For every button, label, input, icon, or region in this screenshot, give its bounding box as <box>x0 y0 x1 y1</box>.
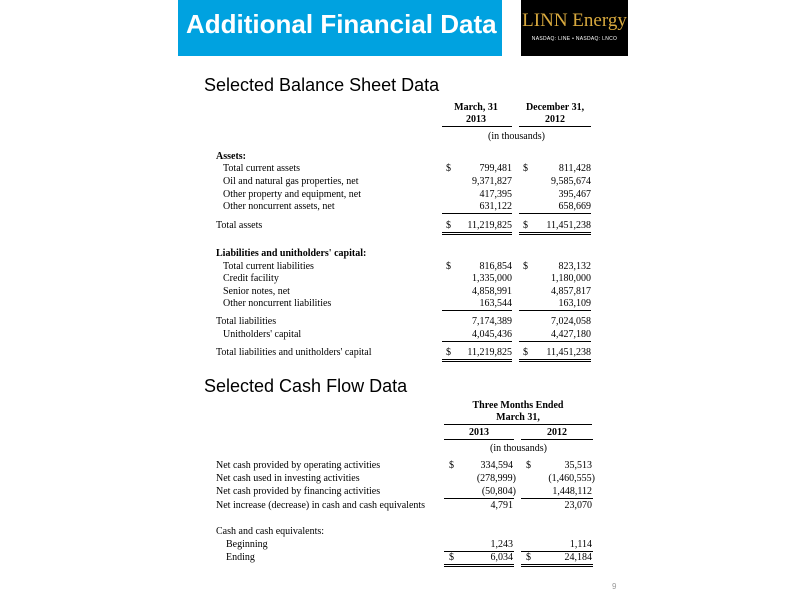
dollar-sign: $ <box>526 552 531 563</box>
row-label: Oil and natural gas properties, net <box>223 176 359 187</box>
value-2013: 1,243 <box>490 539 513 550</box>
balance-sheet-title: Selected Balance Sheet Data <box>204 75 440 95</box>
dollar-sign: $ <box>523 347 528 358</box>
total-double-rule <box>444 564 514 567</box>
value-2012: 23,070 <box>564 500 592 511</box>
value-2012: 7,024,058 <box>551 316 591 327</box>
row-label: Net increase (decrease) in cash and cash equivalents <box>216 500 426 511</box>
bs-col1-header-rule <box>442 126 512 127</box>
dollar-sign: $ <box>523 163 528 174</box>
page-title: Additional Financial Data <box>186 9 497 39</box>
value-2013: (50,804) <box>481 486 516 497</box>
row-label: Other property and equipment, net <box>223 189 362 200</box>
row-label: Total liabilities and unitholders' capital <box>216 347 372 358</box>
dollar-sign: $ <box>523 220 528 231</box>
bs-col2-header-line2: 2012 <box>545 114 565 125</box>
assets-heading: Assets: <box>216 151 246 162</box>
title-banner <box>178 0 502 56</box>
value-2013: 334,594 <box>480 460 513 471</box>
value-2013: 1,335,000 <box>472 273 512 284</box>
dollar-sign: $ <box>446 163 451 174</box>
logo-ticker: NASDAQ: LINE • NASDAQ: LNCO <box>531 36 618 42</box>
value-2013: 4,791 <box>490 500 513 511</box>
row-label: Unitholders' capital <box>223 329 302 340</box>
bs-col1-header-line2: 2013 <box>466 114 486 125</box>
value-2012: 24,184 <box>564 552 592 563</box>
row-label: Beginning <box>226 539 268 550</box>
page-number: 9 <box>612 582 617 591</box>
value-2012: 811,428 <box>558 163 591 174</box>
dollar-sign: $ <box>446 261 451 272</box>
row-label: Total current liabilities <box>223 261 314 272</box>
linn-energy-logo <box>521 0 628 56</box>
value-2013: 163,544 <box>479 298 512 309</box>
dollar-sign: $ <box>523 261 528 272</box>
row-label: Total current assets <box>223 163 301 174</box>
value-2013: 11,219,825 <box>467 220 512 231</box>
cf-header-line1: Three Months Ended <box>472 400 564 411</box>
row-label: Total liabilities <box>216 316 277 327</box>
subtotal-rule <box>521 498 593 499</box>
subtotal-rule <box>442 213 512 214</box>
logo-name: LINN Energy <box>522 10 627 31</box>
value-2012: 35,513 <box>564 460 592 471</box>
value-2013: 631,122 <box>479 201 512 212</box>
row-label: Net cash provided by operating activities <box>216 460 381 471</box>
value-2012: (1,460,555) <box>548 473 595 484</box>
value-2013: 6,034 <box>490 552 513 563</box>
subtotal-rule <box>442 310 512 311</box>
bs-col1-header-line1: March, 31 <box>454 102 498 113</box>
value-2012: 4,857,817 <box>551 286 591 297</box>
value-2012: 1,448,112 <box>552 486 592 497</box>
total-double-rule <box>519 359 591 362</box>
value-2013: 7,174,389 <box>472 316 512 327</box>
total-double-rule <box>442 232 512 235</box>
value-2013: (278,999) <box>476 473 516 484</box>
value-2013: 9,371,827 <box>472 176 512 187</box>
value-2013: 4,858,991 <box>472 286 512 297</box>
value-2012: 823,132 <box>558 261 591 272</box>
value-2012: 1,180,000 <box>551 273 591 284</box>
row-label: Ending <box>226 552 255 563</box>
bs-col2-header-line1: December 31, <box>525 102 585 113</box>
bs-units: (in thousands) <box>488 131 545 142</box>
dollar-sign: $ <box>526 460 531 471</box>
value-2013: 11,219,825 <box>467 347 512 358</box>
cf-header-rule <box>444 424 592 425</box>
cf-header-line2: March 31, <box>496 412 540 423</box>
row-label: Credit facility <box>223 273 279 284</box>
value-2012: 163,109 <box>558 298 591 309</box>
cash-flow-title: Selected Cash Flow Data <box>204 376 408 396</box>
subtotal-rule <box>442 341 512 342</box>
value-2012: 658,669 <box>558 201 591 212</box>
subtotal-rule <box>444 498 514 499</box>
value-2013: 816,854 <box>479 261 512 272</box>
value-2012: 11,451,238 <box>546 347 591 358</box>
value-2012: 1,114 <box>569 539 592 550</box>
row-label: Other noncurrent assets, net <box>223 201 335 212</box>
cf-col2-header: 2012 <box>547 427 567 438</box>
bs-col2-header-rule <box>519 126 591 127</box>
value-2013: 417,395 <box>479 189 512 200</box>
row-label: Senior notes, net <box>223 286 290 297</box>
dollar-sign: $ <box>446 220 451 231</box>
total-double-rule <box>442 359 512 362</box>
cash-equivalents-heading: Cash and cash equivalents: <box>216 526 325 537</box>
row-label: Other noncurrent liabilities <box>223 298 332 309</box>
row-label: Net cash provided by financing activities <box>216 486 381 497</box>
value-2013: 4,045,436 <box>472 329 512 340</box>
value-2012: 9,585,674 <box>551 176 591 187</box>
cf-units: (in thousands) <box>490 443 547 454</box>
subtotal-rule <box>519 310 591 311</box>
total-double-rule <box>519 232 591 235</box>
row-label: Total assets <box>216 220 263 231</box>
value-2012: 11,451,238 <box>546 220 591 231</box>
subtotal-rule <box>519 341 591 342</box>
subtotal-rule <box>519 213 591 214</box>
liabilities-heading: Liabilities and unitholders' capital: <box>216 248 367 259</box>
cf-col1-header: 2013 <box>469 427 489 438</box>
dollar-sign: $ <box>446 347 451 358</box>
row-label: Net cash used in investing activities <box>216 473 360 484</box>
dollar-sign: $ <box>449 552 454 563</box>
cf-col1-rule <box>444 439 514 440</box>
value-2012: 4,427,180 <box>551 329 591 340</box>
cf-col2-rule <box>521 439 593 440</box>
dollar-sign: $ <box>449 460 454 471</box>
value-2013: 799,481 <box>479 163 512 174</box>
value-2012: 395,467 <box>558 189 591 200</box>
total-double-rule <box>521 564 593 567</box>
